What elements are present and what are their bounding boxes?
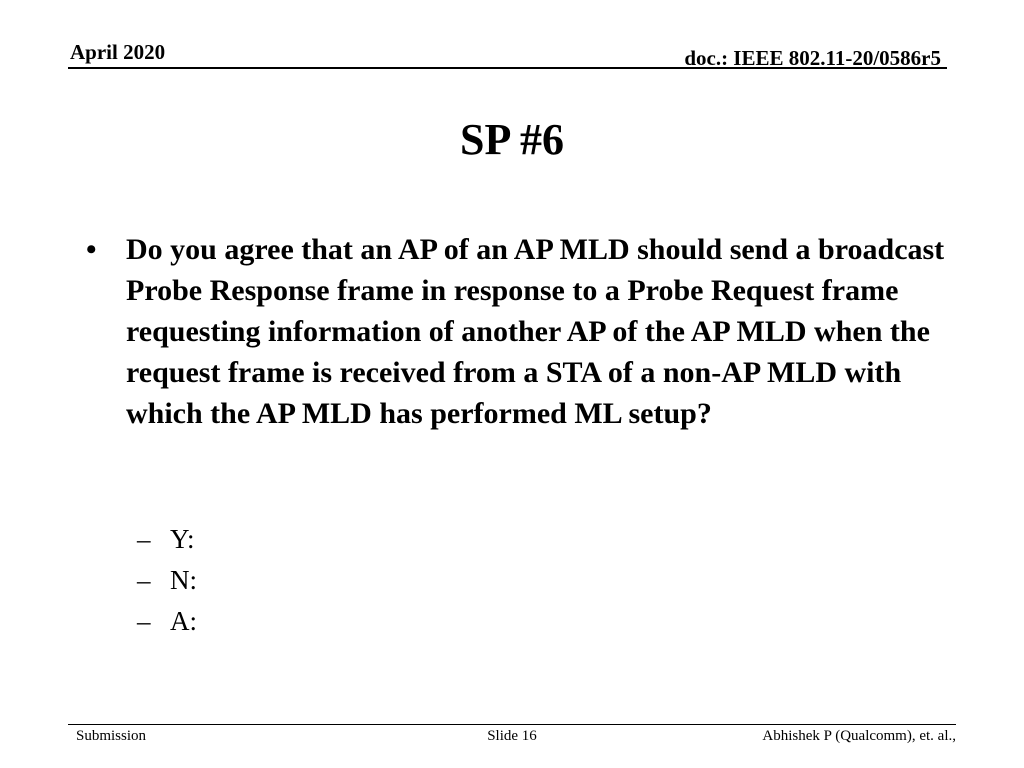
option-label: N: [170,565,197,595]
footer-author: Abhishek P (Qualcomm), et. al., [762,728,956,744]
footer-rule [68,724,956,725]
option-abstain [137,601,197,642]
option-no [137,560,197,601]
footer-slide-number: Slide 16 [487,728,537,744]
option-dash: – [137,606,151,636]
header-doc-id: doc.: IEEE 802.11-20/0586r5 [684,46,941,70]
question-bullet [86,229,946,434]
question-text: Do you agree that an AP of an AP MLD should send a broadcast Probe Response frame in response to a Probe Request frame requesting information of another AP of the AP MLD when the request frame is received from a STA of a non-AP MLD with which the AP MLD has performed ML setup? [126,233,945,430]
option-yes [137,519,197,560]
option-dash: – [137,524,151,554]
option-label: Y: [170,524,195,554]
bullet-marker: • [86,233,97,266]
option-dash: – [137,565,151,595]
option-label: A: [170,606,197,636]
header-rule [68,67,947,69]
slide-title: SP #6 [460,115,564,164]
header-date: April 2020 [70,40,166,64]
answer-options [137,519,197,642]
footer-submission: Submission [76,728,147,744]
